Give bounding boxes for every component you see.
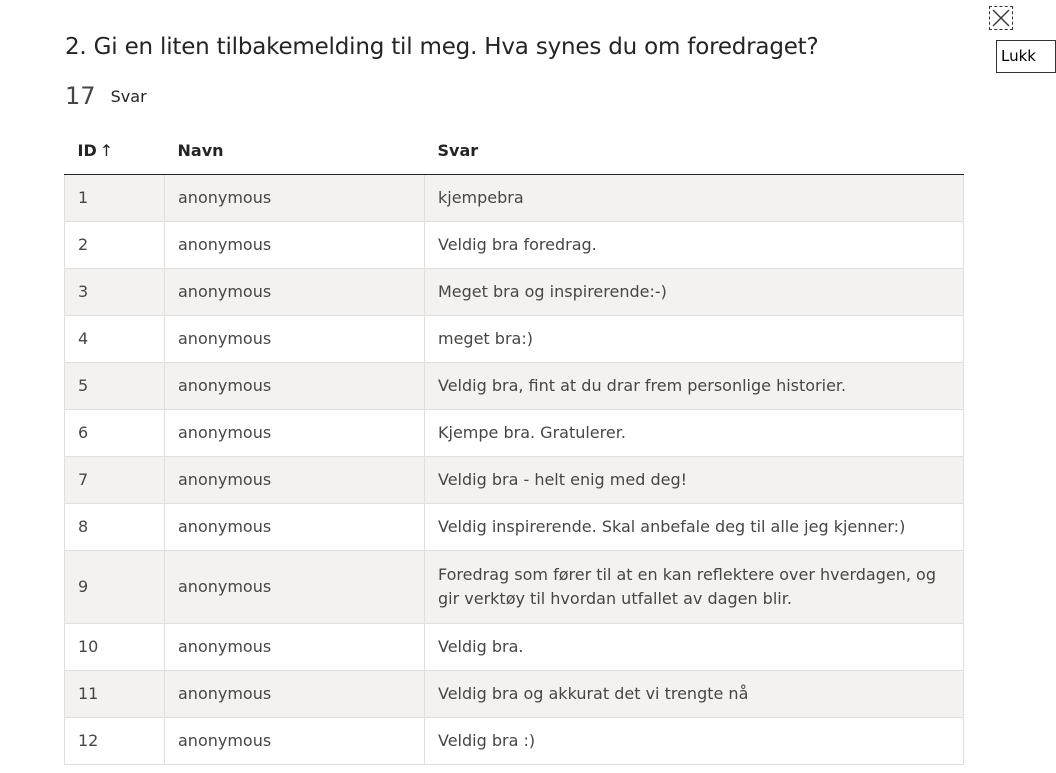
cell-name: anonymous: [165, 410, 425, 457]
cell-answer: Veldig inspirerende. Skal anbefale deg til alle jeg kjenner:): [425, 504, 964, 551]
cell-name: anonymous: [165, 551, 425, 624]
close-button[interactable]: [989, 6, 1013, 30]
response-count-label: Svar: [110, 87, 147, 106]
cell-name: anonymous: [165, 504, 425, 551]
cell-answer: Veldig bra og akkurat det vi trengte nå: [425, 671, 964, 718]
cell-answer: kjempebra: [425, 175, 964, 222]
cell-name: anonymous: [165, 457, 425, 504]
cell-id: 10: [65, 624, 165, 671]
table-header-row: [65, 127, 964, 175]
table-row: [65, 222, 964, 269]
cell-name: anonymous: [165, 222, 425, 269]
question-title: 2. Gi en liten tilbakemelding til meg. Hva synes du om foredraget?: [65, 34, 819, 60]
responses-table: [64, 127, 964, 765]
cell-id: 2: [65, 222, 165, 269]
cell-id: 1: [65, 175, 165, 222]
table-row: [65, 363, 964, 410]
cell-answer: Veldig bra foredrag.: [425, 222, 964, 269]
cell-id: 4: [65, 316, 165, 363]
column-header-id-label: ID: [77, 141, 97, 160]
cell-id: 5: [65, 363, 165, 410]
cell-answer: Foredrag som fører til at en kan reflektere over hverdagen, og gir verktøy til hvordan utfallet av dagen blir.: [425, 551, 964, 624]
table-row: [65, 624, 964, 671]
column-header-id[interactable]: [65, 127, 165, 175]
cell-name: anonymous: [165, 671, 425, 718]
close-icon: [991, 8, 1011, 28]
table-row: [65, 457, 964, 504]
column-header-name[interactable]: Navn: [165, 127, 425, 175]
table-row: [65, 671, 964, 718]
cell-name: anonymous: [165, 269, 425, 316]
table-row: [65, 316, 964, 363]
cell-id: 8: [65, 504, 165, 551]
cell-answer: Veldig bra :): [425, 718, 964, 765]
response-count-number: 17: [65, 82, 96, 110]
cell-id: 9: [65, 551, 165, 624]
table-row: [65, 269, 964, 316]
table-row: [65, 504, 964, 551]
table-row: [65, 551, 964, 624]
table-row: [65, 410, 964, 457]
cell-answer: Veldig bra.: [425, 624, 964, 671]
cell-answer: meget bra:): [425, 316, 964, 363]
cell-id: 11: [65, 671, 165, 718]
cell-name: anonymous: [165, 175, 425, 222]
cell-id: 6: [65, 410, 165, 457]
cell-answer: Meget bra og inspirerende:-): [425, 269, 964, 316]
sort-ascending-icon: ↑: [99, 141, 114, 160]
cell-name: anonymous: [165, 624, 425, 671]
cell-id: 3: [65, 269, 165, 316]
cell-answer: Kjempe bra. Gratulerer.: [425, 410, 964, 457]
close-tooltip: Lukk: [996, 40, 1056, 73]
cell-name: anonymous: [165, 718, 425, 765]
table-row: [65, 175, 964, 222]
cell-name: anonymous: [165, 363, 425, 410]
table-row: [65, 718, 964, 765]
cell-name: anonymous: [165, 316, 425, 363]
cell-id: 7: [65, 457, 165, 504]
cell-answer: Veldig bra, fint at du drar frem personlige historier.: [425, 363, 964, 410]
cell-answer: Veldig bra - helt enig med deg!: [425, 457, 964, 504]
column-header-answer[interactable]: Svar: [425, 127, 964, 175]
cell-id: 12: [65, 718, 165, 765]
response-count: [65, 82, 147, 110]
